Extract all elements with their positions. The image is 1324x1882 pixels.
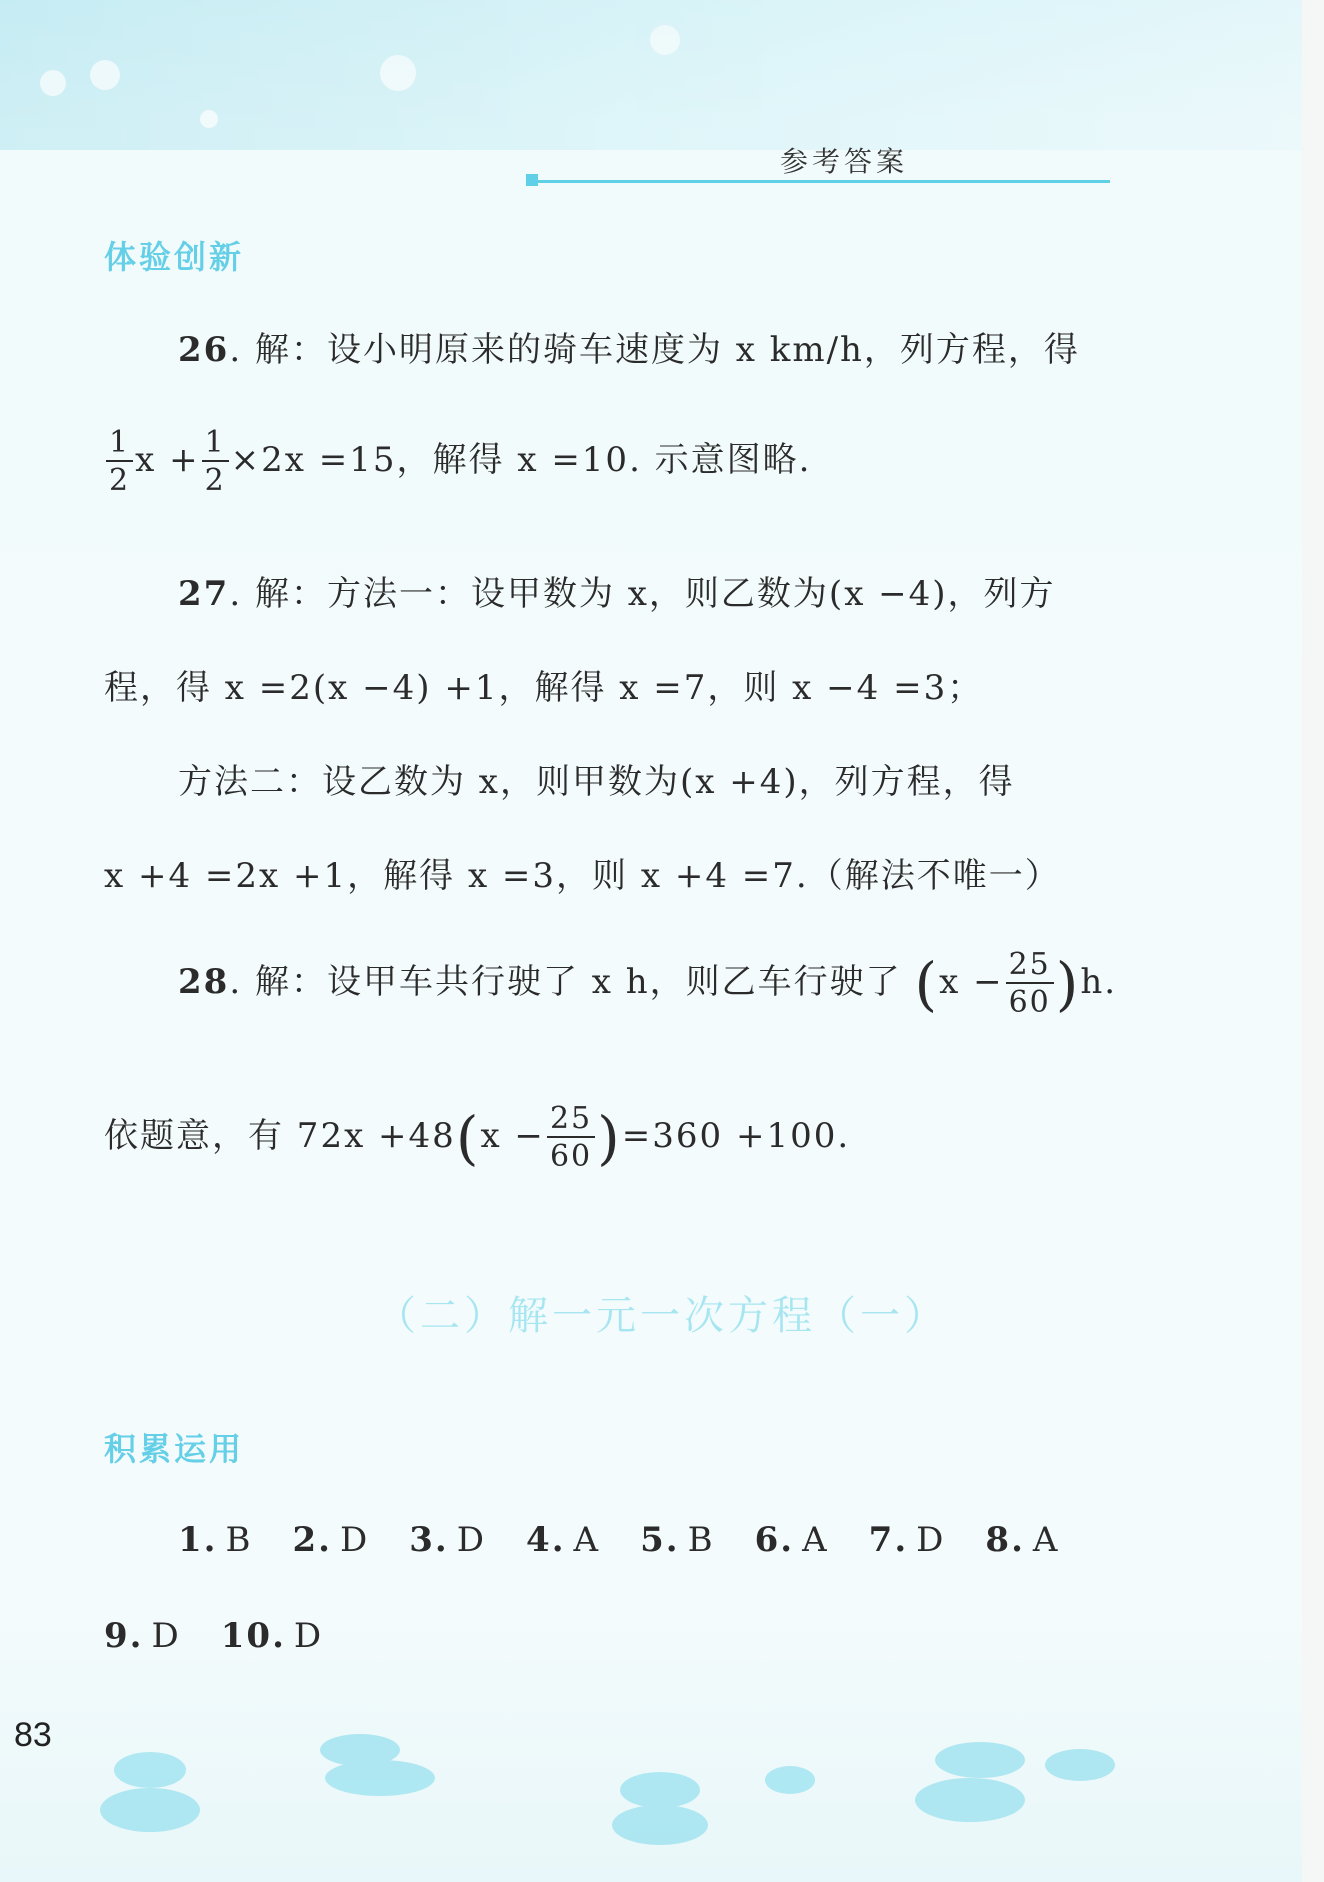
- answer-number: 7.: [868, 1520, 909, 1560]
- q26-expr-a: x +: [135, 440, 200, 480]
- header-rule: [530, 180, 1110, 183]
- top-decoration: [0, 0, 1324, 150]
- answer-number: 8.: [985, 1520, 1025, 1560]
- q27-line1: [178, 566, 1056, 615]
- answer-choice: D: [456, 1520, 487, 1560]
- answer-choice: B: [225, 1520, 253, 1560]
- q28-fraction-1: $\frac{25}{60}$: [1006, 950, 1054, 1018]
- q27-text-1: . 解：方法一：设甲数为 x，则乙数为(x −4)，列方: [229, 574, 1056, 614]
- q26-fraction-2: $\frac{1}{2}$: [202, 428, 229, 496]
- page-number: 83: [14, 1716, 52, 1754]
- answers-row-2: [104, 1616, 363, 1656]
- section-title-tiyan: 体验创新: [104, 238, 245, 276]
- answer-number: 9.: [104, 1616, 144, 1656]
- q28-paren-expr-2: x −: [480, 1116, 545, 1156]
- q28-paren-expr: x −: [939, 962, 1004, 1002]
- header-title: 参考答案: [780, 145, 909, 178]
- q27-number: 27: [178, 574, 230, 614]
- answer-choice: D: [151, 1616, 181, 1656]
- answer-choice: A: [573, 1520, 601, 1560]
- page-edge: [1302, 0, 1324, 1882]
- answer-number: 6.: [754, 1520, 795, 1560]
- q27-line2: 程，得 x =2(x −4) +1，解得 x =7，则 x −4 =3；: [104, 668, 984, 708]
- answer-choice: B: [687, 1520, 715, 1560]
- q26-line1: [178, 322, 1080, 371]
- q28-text-2: 依题意，有 72x +48: [104, 1116, 456, 1156]
- answer-choice: A: [1032, 1520, 1060, 1560]
- q28-text-1: . 解：设甲车共行驶了 x h，则乙车行驶了: [229, 962, 902, 1002]
- q28-number: 28: [178, 962, 230, 1002]
- q27-line3: 方法二：设乙数为 x，则甲数为(x +4)，列方程，得: [178, 762, 1015, 802]
- q28-text-3: =360 +100.: [621, 1116, 851, 1156]
- q26-line2: [104, 425, 812, 498]
- answer-number: 4.: [526, 1520, 566, 1560]
- answer-number: 5.: [640, 1520, 680, 1560]
- answer-choice: D: [340, 1520, 370, 1560]
- answer-number: 2.: [292, 1520, 332, 1560]
- section-title-jilei: 积累运用: [104, 1430, 245, 1468]
- answer-number: 1.: [178, 1520, 218, 1560]
- q26-fraction-1: $\frac{1}{2}$: [106, 428, 133, 496]
- q28-unit: h.: [1080, 962, 1118, 1002]
- q26-number: 26: [178, 330, 230, 370]
- q26-text: . 解：设小明原来的骑车速度为 x km/h，列方程，得: [229, 330, 1080, 370]
- q27-line4: x +4 =2x +1，解得 x =3，则 x +4 =7.（解法不唯一）: [104, 856, 1061, 896]
- q28-line2: 依题意，有 72x +48(x − $\frac{25}{60}$ )=360 +100.: [104, 1101, 851, 1174]
- q26-expr-b: ×2x =15，解得 x =10. 示意图略.: [230, 440, 812, 480]
- q28-fraction-2: $\frac{25}{60}$: [547, 1104, 595, 1172]
- q28-line1: 28. 解：设甲车共行驶了 x h，则乙车行驶了 (x − $\frac{25}{60}$ )h.: [178, 947, 1118, 1020]
- chapter-title: （二）解一元一次方程（一）: [376, 1293, 948, 1339]
- flower-decoration: [90, 1720, 1240, 1870]
- answer-number: 3.: [409, 1520, 449, 1560]
- answer-number: 10.: [220, 1616, 286, 1656]
- answers-row-1: [178, 1520, 1099, 1560]
- answer-choice: D: [293, 1616, 324, 1656]
- answer-choice: D: [916, 1520, 946, 1560]
- answer-choice: A: [802, 1520, 829, 1560]
